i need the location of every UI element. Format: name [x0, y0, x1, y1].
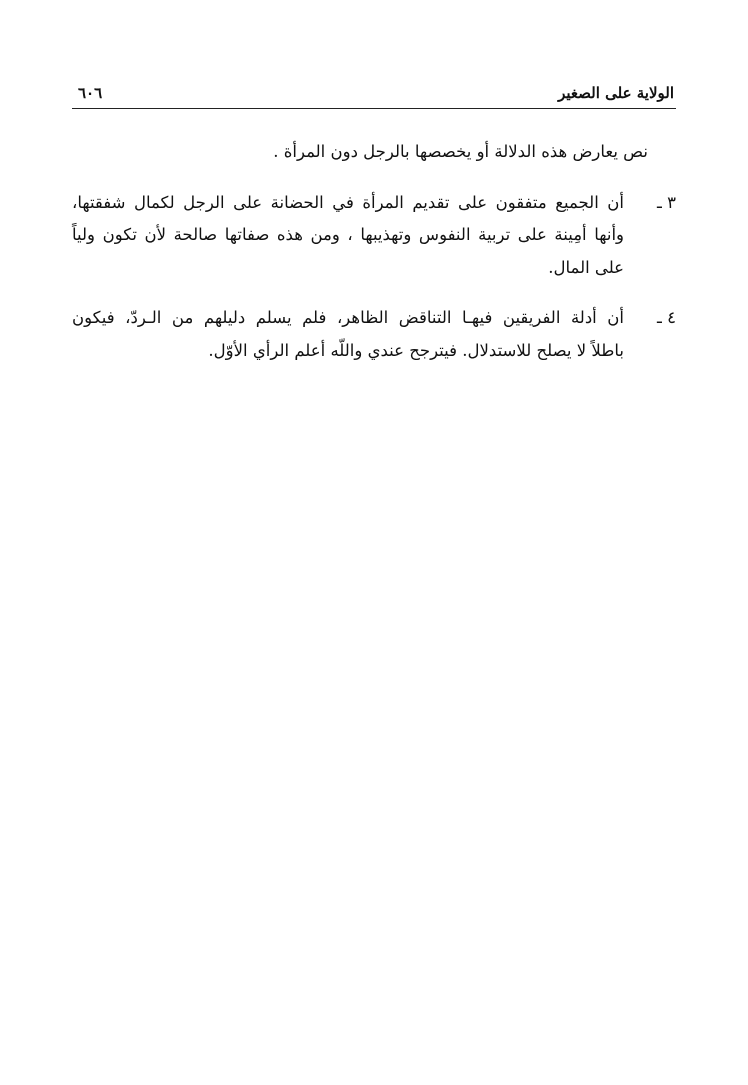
- item-line: أن أدلة الفريقين فيهـا التناقض الظاهر، فلم يسلم دليلهم من الـردّ، فيكون: [72, 308, 624, 327]
- item-line: على المال.: [548, 257, 624, 277]
- page-header: [72, 80, 676, 109]
- item-number: ٣ ـ: [657, 192, 676, 212]
- running-title: الولاية على الصغير: [558, 84, 674, 102]
- item-number: ٤ ـ: [657, 308, 676, 327]
- item-line: أن الجميع متفقون على تقديم المرأة في الحضانة على الرجل لكمال شفقتها،: [72, 192, 624, 212]
- page-number: ٦٠٦: [78, 84, 103, 102]
- item-line: وأنها أمِينة على تربية النفوس وتهذيبها ، ومن هذه صفاتها صالحة لأن تكون ولياً: [72, 225, 624, 244]
- body-text: [72, 136, 676, 367]
- list-item: [72, 187, 676, 285]
- item-line: باطلاً لا يصلح للاستدلال. فيترجح عندي واللّه أعلم الرأي الأوّل.: [208, 340, 624, 360]
- list-item: [72, 302, 676, 367]
- intro-line: نص يعارض هذه الدلالة أو يخصصها بالرجل دون المرأة .: [273, 142, 648, 161]
